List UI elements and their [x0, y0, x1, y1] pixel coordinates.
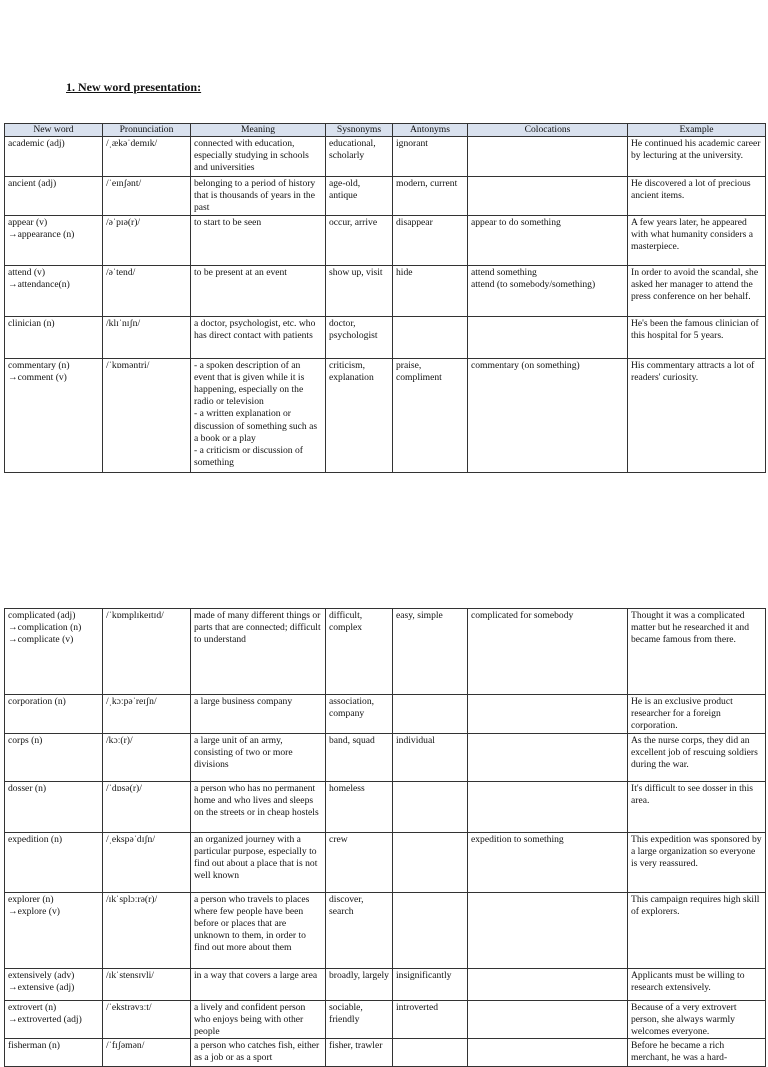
table-row — [5, 1000, 766, 1039]
cell-pronunciation-text: /ɪkˈsplɔːrə(r)/ — [106, 893, 158, 905]
cell-word — [5, 215, 103, 265]
cell-word-text: extrovert (n) →extroverted (adj) — [8, 1001, 82, 1025]
cell-pronunciation — [103, 265, 191, 316]
cell-collocations-text: appear to do something — [471, 216, 561, 228]
cell-synonyms — [326, 358, 393, 472]
cell-example-text: His commentary attracts a lot of readers' curiosity. — [631, 359, 755, 383]
cell-synonyms-text: criticism, explanation — [329, 359, 374, 383]
cell-antonyms — [393, 968, 468, 1000]
cell-example — [628, 358, 766, 472]
cell-collocations-text: attend something attend (to somebody/something) — [471, 266, 596, 290]
cell-word — [5, 609, 103, 695]
table-row — [5, 609, 766, 695]
cell-example-text: He discovered a lot of precious ancient items. — [631, 178, 751, 202]
cell-antonyms — [393, 265, 468, 316]
cell-pronunciation — [103, 1000, 191, 1039]
header-synonyms: Sysnonyms — [326, 124, 393, 137]
cell-collocations — [468, 695, 628, 734]
cell-meaning-text: a person who has no permanent home and who lives and sleeps on the streets or in cheap hostels — [194, 782, 319, 819]
cell-example — [628, 1039, 766, 1067]
cell-antonyms-text: disappear — [396, 216, 433, 228]
cell-pronunciation-text: /ˈkɒmplɪkeɪtɪd/ — [106, 610, 164, 621]
header-row — [5, 124, 766, 137]
cell-meaning-text: a doctor, psychologist, etc. who has direct contact with patients — [194, 317, 316, 341]
cell-example — [628, 832, 766, 892]
table-row — [5, 695, 766, 734]
cell-synonyms — [326, 265, 393, 316]
cell-collocations — [468, 265, 628, 316]
cell-example-text: A few years later, he appeared with what humanity considers a masterpiece. — [631, 216, 754, 253]
cell-word-text: attend (v) →attendance(n) — [8, 266, 70, 290]
table-row — [5, 265, 766, 316]
cell-collocations — [468, 1039, 628, 1067]
cell-meaning — [191, 215, 326, 265]
cell-word-text: appear (v) →appearance (n) — [8, 216, 75, 240]
cell-pronunciation — [103, 358, 191, 472]
cell-collocations — [468, 316, 628, 358]
cell-pronunciation-text: /ˈkɒməntri/ — [106, 359, 150, 371]
cell-synonyms-text: association, company — [329, 696, 375, 720]
cell-synonyms — [326, 781, 393, 832]
table-row — [5, 832, 766, 892]
table-row — [5, 358, 766, 472]
cell-pronunciation — [103, 177, 191, 216]
cell-antonyms — [393, 215, 468, 265]
cell-antonyms-text: introverted — [396, 1001, 439, 1013]
cell-synonyms-text: educational, scholarly — [329, 138, 376, 162]
cell-synonyms-text: occur, arrive — [329, 216, 378, 228]
cell-word-text: academic (adj) — [8, 138, 65, 149]
cell-antonyms — [393, 1000, 468, 1039]
cell-word — [5, 316, 103, 358]
cell-pronunciation — [103, 215, 191, 265]
cell-word-text: expedition (n) — [8, 833, 63, 845]
cell-pronunciation-text: /ˈekstrəvɜːt/ — [106, 1001, 152, 1013]
cell-example — [628, 177, 766, 216]
cell-synonyms — [326, 177, 393, 216]
cell-meaning — [191, 316, 326, 358]
table-row — [5, 215, 766, 265]
cell-word — [5, 832, 103, 892]
cell-pronunciation-text: /ˌekspəˈdɪʃn/ — [106, 833, 156, 845]
cell-antonyms-text: insignificantly — [396, 969, 452, 981]
cell-example — [628, 1000, 766, 1039]
cell-meaning — [191, 1039, 326, 1067]
cell-meaning-text: a large unit of an army, consisting of two or more divisions — [194, 734, 293, 771]
cell-synonyms — [326, 609, 393, 695]
cell-example — [628, 695, 766, 734]
cell-synonyms — [326, 695, 393, 734]
cell-example — [628, 968, 766, 1000]
cell-meaning-text: to be present at an event — [194, 266, 287, 278]
header-pronunciation: Pronunciation — [103, 124, 191, 137]
vocabulary-table-2 — [4, 608, 766, 1067]
cell-pronunciation-text: /kɔː(r)/ — [106, 734, 133, 746]
cell-pronunciation-text: /əˈtend/ — [106, 266, 136, 278]
cell-synonyms — [326, 832, 393, 892]
cell-meaning — [191, 609, 326, 695]
cell-example-text: In order to avoid the scandal, she asked her manager to attend the press conference on her behalf. — [631, 266, 759, 303]
cell-collocations — [468, 968, 628, 1000]
cell-example-text: He's been the famous clinician of this hospital for 5 years. — [631, 317, 759, 341]
cell-word — [5, 968, 103, 1000]
cell-meaning — [191, 695, 326, 734]
cell-collocations-text: complicated for somebody — [471, 610, 574, 621]
cell-collocations — [468, 1000, 628, 1039]
cell-antonyms-text: hide — [396, 266, 413, 278]
cell-word — [5, 177, 103, 216]
cell-pronunciation — [103, 832, 191, 892]
cell-word — [5, 781, 103, 832]
cell-word-text: clinician (n) — [8, 317, 55, 329]
cell-meaning-text: a large business company — [194, 696, 293, 707]
header-meaning: Meaning — [191, 124, 326, 137]
cell-example — [628, 215, 766, 265]
cell-word-text: fisherman (n) — [8, 1040, 60, 1052]
cell-meaning — [191, 1000, 326, 1039]
cell-meaning — [191, 177, 326, 216]
vocabulary-table-1 — [4, 123, 766, 473]
cell-synonyms — [326, 1000, 393, 1039]
cell-synonyms — [326, 733, 393, 781]
cell-word-text: corporation (n) — [8, 696, 66, 707]
cell-pronunciation-text: /ˌkɔːpəˈreɪʃn/ — [106, 696, 157, 707]
cell-meaning-text: an organized journey with a particular purpose, especially to find out about a place that is not well known — [194, 833, 318, 882]
cell-example — [628, 781, 766, 832]
cell-antonyms — [393, 137, 468, 177]
cell-meaning — [191, 892, 326, 968]
cell-example-text: This expedition was sponsored by a large organization so everyone is very reassured. — [631, 833, 762, 870]
cell-synonyms — [326, 892, 393, 968]
cell-pronunciation — [103, 137, 191, 177]
cell-antonyms — [393, 358, 468, 472]
cell-word-text: commentary (n) →comment (v) — [8, 359, 70, 383]
cell-synonyms-text: fisher, trawler — [329, 1040, 383, 1052]
cell-meaning — [191, 832, 326, 892]
cell-collocations-text: expedition to something — [471, 833, 564, 845]
cell-word — [5, 695, 103, 734]
cell-synonyms — [326, 215, 393, 265]
cell-meaning-text: made of many different things or parts that are connected; difficult to understand — [194, 610, 321, 646]
cell-antonyms — [393, 781, 468, 832]
cell-example-text: As the nurse corps, they did an excellent job of rescuing soldiers during the war. — [631, 734, 758, 771]
cell-word-text: ancient (adj) — [8, 178, 57, 189]
cell-meaning-text: a person who travels to places where few people have been before or places that are unknown to them, in order to find out more about them — [194, 893, 310, 954]
cell-pronunciation — [103, 781, 191, 832]
table-row — [5, 177, 766, 216]
cell-antonyms — [393, 832, 468, 892]
cell-synonyms — [326, 968, 393, 1000]
cell-synonyms-text: discover, search — [329, 893, 364, 917]
cell-collocations — [468, 609, 628, 695]
cell-meaning-text: belonging to a period of history that is thousands of years in the past — [194, 178, 316, 214]
cell-collocations — [468, 733, 628, 781]
cell-meaning-text: - a spoken description of an event that is given while it is happening, especially on the radio or television - a written explanation or discussion of something such as a book or a play - a criticism or discussion of something — [194, 359, 318, 469]
cell-collocations — [468, 358, 628, 472]
cell-example — [628, 733, 766, 781]
cell-antonyms — [393, 1039, 468, 1067]
cell-pronunciation-text: /əˈpɪə(r)/ — [106, 216, 141, 228]
header-new-word: New word — [5, 124, 103, 137]
cell-word — [5, 892, 103, 968]
cell-pronunciation — [103, 609, 191, 695]
cell-pronunciation — [103, 316, 191, 358]
cell-pronunciation — [103, 733, 191, 781]
cell-collocations — [468, 215, 628, 265]
cell-antonyms-text: individual — [396, 734, 435, 746]
cell-antonyms — [393, 609, 468, 695]
cell-synonyms — [326, 316, 393, 358]
cell-meaning-text: in a way that covers a large area — [194, 969, 318, 981]
header-example: Example — [628, 124, 766, 137]
cell-example-text: He is an exclusive product researcher for a foreign corporation. — [631, 696, 733, 732]
cell-antonyms — [393, 316, 468, 358]
cell-word-text: corps (n) — [8, 734, 43, 746]
cell-meaning-text: a lively and confident person who enjoys being with other people — [194, 1001, 306, 1038]
cell-example-text: Before he became a rich merchant, he was a hard- — [631, 1040, 728, 1064]
cell-pronunciation-text: /ˌækəˈdemɪk/ — [106, 138, 158, 149]
table-row — [5, 316, 766, 358]
cell-meaning-text: to start to be seen — [194, 216, 262, 228]
cell-antonyms — [393, 177, 468, 216]
cell-word-text: dosser (n) — [8, 782, 47, 794]
cell-synonyms-text: band, squad — [329, 734, 375, 746]
cell-collocations-text: commentary (on something) — [471, 359, 580, 371]
cell-word — [5, 265, 103, 316]
header-collocations: Colocations — [468, 124, 628, 137]
cell-collocations — [468, 137, 628, 177]
cell-example-text: Because of a very extrovert person, she always warmly welcomes everyone. — [631, 1001, 737, 1038]
cell-word — [5, 1000, 103, 1039]
cell-meaning — [191, 137, 326, 177]
cell-pronunciation-text: /ɪkˈstensɪvli/ — [106, 969, 154, 981]
cell-synonyms — [326, 137, 393, 177]
cell-example — [628, 609, 766, 695]
cell-synonyms-text: crew — [329, 833, 348, 845]
cell-synonyms-text: broadly, largely — [329, 969, 389, 981]
section-heading: 1. New word presentation: — [66, 80, 202, 94]
cell-synonyms-text: sociable, friendly — [329, 1001, 363, 1025]
cell-antonyms-text: easy, simple — [396, 610, 443, 621]
cell-word — [5, 137, 103, 177]
cell-example-text: It's difficult to see dosser in this area. — [631, 782, 753, 806]
cell-word-text: extensively (adv) →extensive (adj) — [8, 969, 75, 993]
cell-synonyms-text: doctor, psychologist — [329, 317, 378, 341]
cell-meaning — [191, 781, 326, 832]
cell-collocations — [468, 832, 628, 892]
cell-antonyms-text: ignorant — [396, 138, 428, 149]
table-row — [5, 137, 766, 177]
cell-word-text: explorer (n) →explore (v) — [8, 893, 60, 917]
cell-pronunciation-text: /ˈeɪnʃənt/ — [106, 178, 142, 189]
cell-example-text: Applicants must be willing to research extensively. — [631, 969, 745, 993]
cell-meaning-text: connected with education, especially studying in schools and universities — [194, 138, 309, 174]
cell-word — [5, 733, 103, 781]
cell-meaning — [191, 733, 326, 781]
cell-antonyms — [393, 695, 468, 734]
cell-antonyms — [393, 733, 468, 781]
table-row — [5, 892, 766, 968]
cell-pronunciation — [103, 695, 191, 734]
cell-pronunciation — [103, 968, 191, 1000]
cell-meaning — [191, 358, 326, 472]
cell-word — [5, 1039, 103, 1067]
cell-example — [628, 265, 766, 316]
cell-example — [628, 316, 766, 358]
cell-example — [628, 892, 766, 968]
cell-pronunciation — [103, 1039, 191, 1067]
table-row — [5, 733, 766, 781]
table-row — [5, 781, 766, 832]
cell-synonyms — [326, 1039, 393, 1067]
cell-antonyms — [393, 892, 468, 968]
cell-synonyms-text: homeless — [329, 782, 365, 794]
cell-pronunciation-text: /ˈdɒsə(r)/ — [106, 782, 142, 794]
cell-synonyms-text: difficult, complex — [329, 610, 363, 634]
cell-collocations — [468, 781, 628, 832]
cell-pronunciation — [103, 892, 191, 968]
cell-pronunciation-text: /ˈfɪʃəmən/ — [106, 1040, 145, 1052]
cell-meaning — [191, 265, 326, 316]
cell-meaning — [191, 968, 326, 1000]
header-antonyms: Antonyms — [393, 124, 468, 137]
cell-meaning-text: a person who catches fish, either as a job or as a sport — [194, 1040, 320, 1064]
cell-example-text: He continued his academic career by lecturing at the university. — [631, 138, 761, 162]
cell-synonyms-text: show up, visit — [329, 266, 383, 278]
cell-example-text: Thought it was a complicated matter but he researched it and became famous from there. — [631, 610, 750, 646]
cell-word — [5, 358, 103, 472]
table-row — [5, 968, 766, 1000]
cell-synonyms-text: age-old, antique — [329, 178, 361, 202]
cell-word-text: complicated (adj) →complication (n) →complicate (v) — [8, 610, 82, 646]
cell-collocations — [468, 892, 628, 968]
table-row — [5, 1039, 766, 1067]
cell-pronunciation-text: /klɪˈnɪʃn/ — [106, 317, 141, 329]
cell-collocations — [468, 177, 628, 216]
cell-example-text: This campaign requires high skill of explorers. — [631, 893, 760, 917]
cell-antonyms-text: modern, current — [396, 178, 458, 189]
cell-example — [628, 137, 766, 177]
cell-antonyms-text: praise, compliment — [396, 359, 442, 383]
